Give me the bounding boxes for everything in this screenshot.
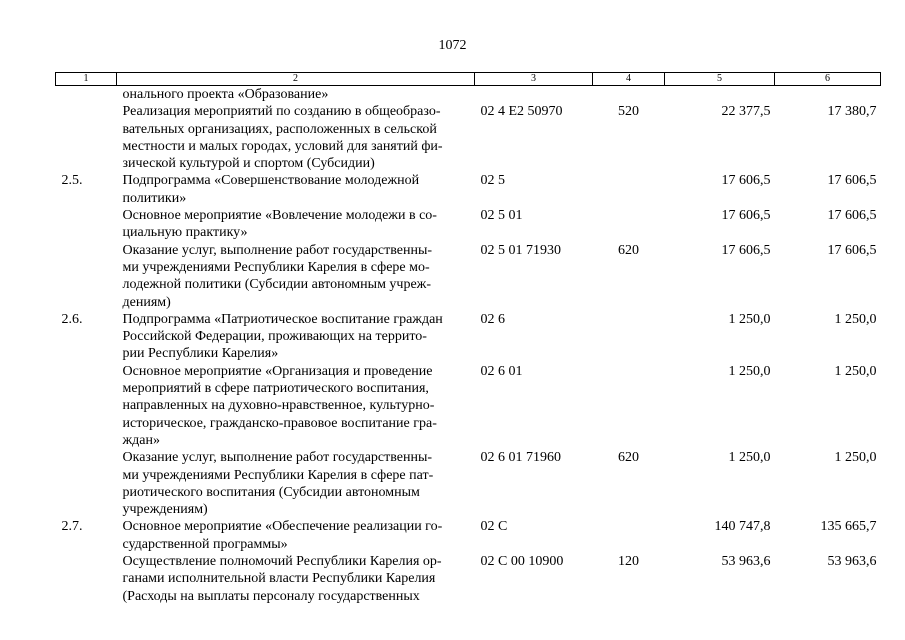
amount-year1-cell: 1 250,0 xyxy=(728,450,771,466)
row-name-cell xyxy=(117,207,475,242)
row-name-line: ждан» xyxy=(122,432,161,448)
budget-code-cell: 02 6 xyxy=(480,311,505,327)
amount-year2-cell: 17 606,5 xyxy=(827,173,877,189)
table-row xyxy=(56,103,881,172)
column-number: 5 xyxy=(665,73,775,86)
budget-code-cell: 02 С xyxy=(480,519,508,535)
expense-type-cell xyxy=(593,311,665,363)
amount-year2-cell xyxy=(775,86,881,104)
row-name-line: Основное мероприятие «Организация и проведение xyxy=(122,363,433,379)
row-name-line: дениям) xyxy=(122,294,171,310)
row-name-line: онального проекта «Образование» xyxy=(122,87,329,102)
amount-year2-cell: 135 665,7 xyxy=(820,519,877,535)
column-number: 6 xyxy=(775,73,881,86)
row-name-line: Основное мероприятие «Вовлечение молодежи в со- xyxy=(122,208,437,224)
row-name-line: направленных на духовно-нравственное, культурно- xyxy=(122,398,435,414)
row-name-line: Осуществление полномочий Республики Карелия ор- xyxy=(122,554,442,570)
expense-type-cell xyxy=(593,207,665,242)
table-row xyxy=(56,553,881,605)
row-name-line: историческое, гражданско-правовое воспитание гра- xyxy=(122,415,437,431)
row-number-cell xyxy=(56,449,117,518)
budget-code-cell: 02 6 01 xyxy=(480,363,523,379)
row-name-line: зической культурой и спортом (Субсидии) xyxy=(122,156,375,172)
row-name-cell xyxy=(117,363,475,449)
table-row xyxy=(56,363,881,449)
amount-year1-cell: 17 606,5 xyxy=(721,173,771,189)
row-name-line: Реализация мероприятий по созданию в общеобразо- xyxy=(122,104,441,120)
amount-year2-cell: 1 250,0 xyxy=(834,363,877,379)
amount-year1-cell: 140 747,8 xyxy=(714,519,771,535)
expense-type-cell xyxy=(593,172,665,207)
budget-code-cell: 02 5 01 xyxy=(480,208,523,224)
table-body xyxy=(56,86,881,605)
row-number-cell xyxy=(56,86,117,104)
row-number-cell: 2.7. xyxy=(61,519,83,535)
amount-year2-cell: 17 380,7 xyxy=(827,104,877,120)
expense-type-cell: 620 xyxy=(618,450,639,466)
table-row xyxy=(56,518,881,553)
row-name-line: циальную практику» xyxy=(122,225,248,241)
row-name-line: ганами исполнительной власти Республики Карелия xyxy=(122,571,436,587)
row-name-line: Оказание услуг, выполнение работ государственны- xyxy=(122,242,433,258)
table-row xyxy=(56,207,881,242)
row-name-line: риотического воспитания (Субсидии автономным xyxy=(122,484,420,500)
row-name-line: политики» xyxy=(122,190,187,206)
row-name-line: учреждениям) xyxy=(122,502,208,518)
row-number-cell xyxy=(56,207,117,242)
row-name-line: местности и малых городах, условий для занятий фи- xyxy=(122,138,443,154)
expense-type-cell: 120 xyxy=(618,554,639,570)
row-number-cell xyxy=(56,242,117,311)
amount-year2-cell: 1 250,0 xyxy=(834,311,877,327)
amount-year1-cell: 1 250,0 xyxy=(728,363,771,379)
budget-code-cell: 02 С 00 10900 xyxy=(480,554,564,570)
row-name-cell xyxy=(117,518,475,553)
amount-year1-cell: 17 606,5 xyxy=(721,208,771,224)
budget-code-cell xyxy=(475,86,593,104)
row-name-cell xyxy=(117,553,475,605)
expense-type-cell xyxy=(593,363,665,449)
row-name-cell xyxy=(117,103,475,172)
row-name-line: лодежной политики (Субсидии автономным учреж- xyxy=(122,277,432,293)
amount-year2-cell: 17 606,5 xyxy=(827,242,877,258)
budget-table xyxy=(55,72,881,605)
row-name-line: ми учреждениями Республики Карелия в сфере пат- xyxy=(122,467,434,483)
row-name-line: вательных организациях, расположенных в сельской xyxy=(122,121,437,137)
budget-code-cell: 02 4 E2 50970 xyxy=(480,104,563,120)
expense-type-cell xyxy=(593,518,665,553)
table-row xyxy=(56,86,881,104)
budget-code-cell: 02 5 01 71930 xyxy=(480,242,561,258)
amount-year1-cell xyxy=(665,86,775,104)
budget-code-cell: 02 5 xyxy=(480,173,505,189)
row-name-cell xyxy=(117,242,475,311)
row-name-line: Подпрограмма «Патриотическое воспитание граждан xyxy=(122,311,443,327)
row-name-line: Российской Федерации, проживающих на террито- xyxy=(122,329,427,345)
expense-type-cell xyxy=(593,86,665,104)
amount-year1-cell: 53 963,6 xyxy=(721,554,771,570)
table-header xyxy=(56,73,881,86)
column-number-row xyxy=(56,73,881,86)
page-number: 1072 xyxy=(438,38,467,53)
amount-year1-cell: 22 377,5 xyxy=(721,104,771,120)
table-row xyxy=(56,242,881,311)
row-number-cell: 2.6. xyxy=(61,311,83,327)
column-number: 3 xyxy=(475,73,593,86)
expense-type-cell: 620 xyxy=(618,242,639,258)
column-number: 4 xyxy=(593,73,665,86)
row-name-cell xyxy=(117,172,475,207)
row-name-line: мероприятий в сфере патриотического воспитания, xyxy=(122,381,429,397)
column-number: 1 xyxy=(56,73,117,86)
amount-year2-cell: 1 250,0 xyxy=(834,450,877,466)
expense-type-cell: 520 xyxy=(618,104,639,120)
amount-year2-cell: 17 606,5 xyxy=(827,208,877,224)
row-name-line: (Расходы на выплаты персоналу государственных xyxy=(122,588,420,604)
row-number-cell xyxy=(56,103,117,172)
row-number-cell xyxy=(56,363,117,449)
amount-year1-cell: 17 606,5 xyxy=(721,242,771,258)
row-name-cell xyxy=(117,449,475,518)
row-name-line: рии Республики Карелия» xyxy=(122,346,279,362)
row-name-line: Подпрограмма «Совершенствование молодежной xyxy=(122,173,420,189)
table-row xyxy=(56,311,881,363)
row-name-line: Основное мероприятие «Обеспечение реализации го- xyxy=(122,519,443,535)
row-name-line: Оказание услуг, выполнение работ государственны- xyxy=(122,450,433,466)
row-name-cell xyxy=(117,311,475,363)
budget-code-cell: 02 6 01 71960 xyxy=(480,450,561,466)
row-name-line: сударственной программы» xyxy=(122,536,288,552)
amount-year2-cell: 53 963,6 xyxy=(827,554,877,570)
amount-year1-cell: 1 250,0 xyxy=(728,311,771,327)
row-name-line: ми учреждениями Республики Карелия в сфере мо- xyxy=(122,259,430,275)
column-number: 2 xyxy=(117,73,475,86)
table-row xyxy=(56,449,881,518)
row-number-cell xyxy=(56,553,117,605)
row-name-cell xyxy=(117,86,475,104)
row-number-cell: 2.5. xyxy=(61,173,83,189)
table-row xyxy=(56,172,881,207)
